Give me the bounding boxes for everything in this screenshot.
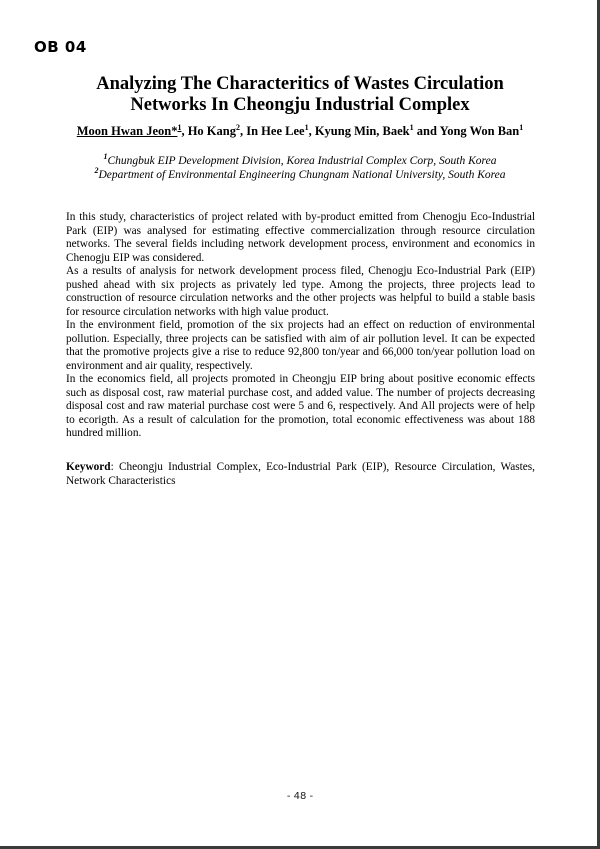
author-sup: 1	[177, 122, 182, 132]
abstract-paragraph: In the environment field, promotion of the six projects had an effect on reduction of environmental pollution. Especially, three projects can be satisfied with aim of air pollution level. It can be expected that the promotive projects give a rise to reduce 92,800 ton/year and 66,000 ton/year pollution load on environment and air quality, respectively.	[66, 319, 535, 372]
affiliation-1	[40, 154, 560, 168]
author-separator: ,	[239, 124, 247, 138]
abstract-paragraph: In this study, characteristics of project related with by-product emitted from Chenogju Eco-Industrial Park (EIP) was analysed for estimating effective commercialization through resource circulation networks. The several fields including network development process, environment and economics in Chenogju EIP was considered.	[66, 211, 535, 264]
author-name: Moon Hwan Jeon*	[76, 124, 178, 138]
keyword-text: : Cheongju Industrial Complex, Eco-Industrial Park (EIP), Resource Circulation, Wastes, Network Characteristics	[66, 461, 535, 487]
author-list	[40, 124, 560, 139]
abstract-paragraph: In the economics field, all projects promoted in Cheongju EIP bring about positive economic effects such as disposal cost, raw material purchase cost, and added value. The number of projects decreasing disposal cost and raw material purchase cost were 5 and 6, respectively. And All projects were of help to ecorigth. As a result of calculation for the promotion, total economic effectiveness was about 188 hundred million.	[66, 373, 535, 439]
affiliation-sup: 2	[94, 166, 99, 176]
author-sup: 2	[235, 122, 240, 132]
title-line-2: Networks In Cheongju Industrial Complex	[130, 95, 470, 115]
keywords	[66, 461, 535, 488]
author-sup: 1	[519, 122, 524, 132]
page-number: - 48 -	[286, 791, 314, 802]
affiliations	[40, 154, 560, 182]
author-name: In Hee Lee	[246, 124, 305, 138]
title-line-1: Analyzing The Characteritics of Wastes Circulation	[96, 74, 504, 94]
author-sup: 1	[304, 122, 309, 132]
author-name: Kyung Min, Baek	[314, 124, 410, 138]
paper-title	[60, 74, 540, 116]
affiliation-2	[40, 168, 560, 182]
author-separator: ,	[308, 124, 315, 138]
author-sup: 1	[409, 122, 414, 132]
session-code: OB 04	[34, 38, 87, 56]
author-separator: ,	[181, 124, 188, 138]
author-name: Yong Won Ban	[439, 124, 520, 138]
author-separator: and	[413, 124, 440, 138]
abstract-body	[66, 211, 535, 441]
abstract-paragraph: As a results of analysis for network development process filed, Chenogju Eco-Industrial Park (EIP) pushed ahead with six projects as privately led type. Among the projects, three projects lead to construction of resource circulation networks and the other projects was helpful to build a stable basis for resource circulation networks with high value product.	[66, 265, 535, 318]
affiliation-sup: 1	[103, 152, 108, 162]
keyword-label: Keyword	[66, 461, 111, 473]
affiliation-text: Department of Environmental Engineering Chungnam National University, South Korea	[98, 169, 506, 181]
affiliation-text: Chungbuk EIP Development Division, Korea Industrial Complex Corp, South Korea	[107, 155, 497, 167]
author-name: Ho Kang	[187, 124, 236, 138]
